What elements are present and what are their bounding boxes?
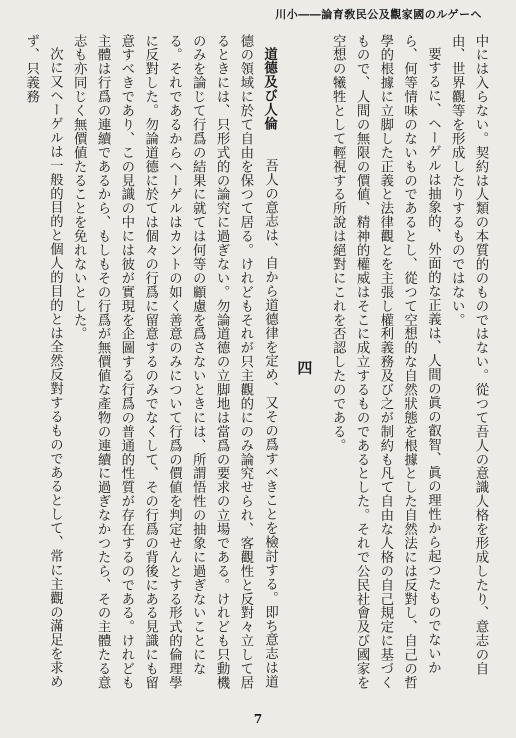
section-heading: 道德及び人倫 (261, 47, 278, 132)
section-number: 四 (295, 360, 314, 376)
paragraph: 中には入らない。契約は人類の本質的のものではない。從つて吾人の意識人格を形成したり、意志の自由、世界觀等を形成したりするものではない。 (449, 34, 488, 676)
paragraph: 要するに、ヘーゲルは抽象的、外面的な正義は、人間の眞の叡智、眞の理性から起つたものでないから、何等情味のないものであるとし、從つて空想的な自然狀態を根據とした自然法には反對し、自己の哲學的根據に立脚した正義と法律觀とを主張し權利義務及び之が制約も凡て自由な人格の自己規定に基づくもので、人間の無限の價値、精神的權威はそこに成立するものであるとした。それで公民社會及び國家を空想の犧牲として輕視する所說は絕對にこれを否認したのである。 (330, 34, 441, 690)
section-paragraph-text: 吾人の意志は、自から道德律を定め、又その爲すべきことを檢討する。即ち意志は道德の領域に於て自由を保つて居る。けれどもそれが只主觀的にのみ論究せられ、客觀性と反對々立して居るときには、只形式的の論究に過ぎない。勿論道德の立脚地は當爲の要求の立場である。けれども只動機のみを論じて行爲の結果に就ては何等の顧慮を爲さないときには、所謂悟性の抽象に過ぎないことになる。それであるからヘーゲルはカントの如く善意のみについて行爲の價値を判定せんとする形式的倫理學に反對した。勿論道德に於ては個々の行爲に留意するのみでなくして、その行爲の背後にある見識にも留意すべきであり、この見識の中には彼が實現を企圖する行爲の普通的性質が存在するのである。けれども主體は行爲の連續であるから、もしもその行爲が無價値な產物の連續に過ぎなかつたら、その主體たる意志も亦同じく無價値たることを免れないとした。 (71, 34, 278, 690)
paragraph: 次に又ヘーゲルは一般的目的と個人的目的とは全然反對するものであるとして、常に主觀の滿足を求めず、只義務 (23, 34, 63, 690)
body-text (23, 34, 492, 702)
section-paragraph (66, 34, 281, 702)
running-head: ヘーゲルの國家觀及公民敎育論――小川 (275, 8, 482, 21)
page-number: 7 (253, 712, 263, 726)
